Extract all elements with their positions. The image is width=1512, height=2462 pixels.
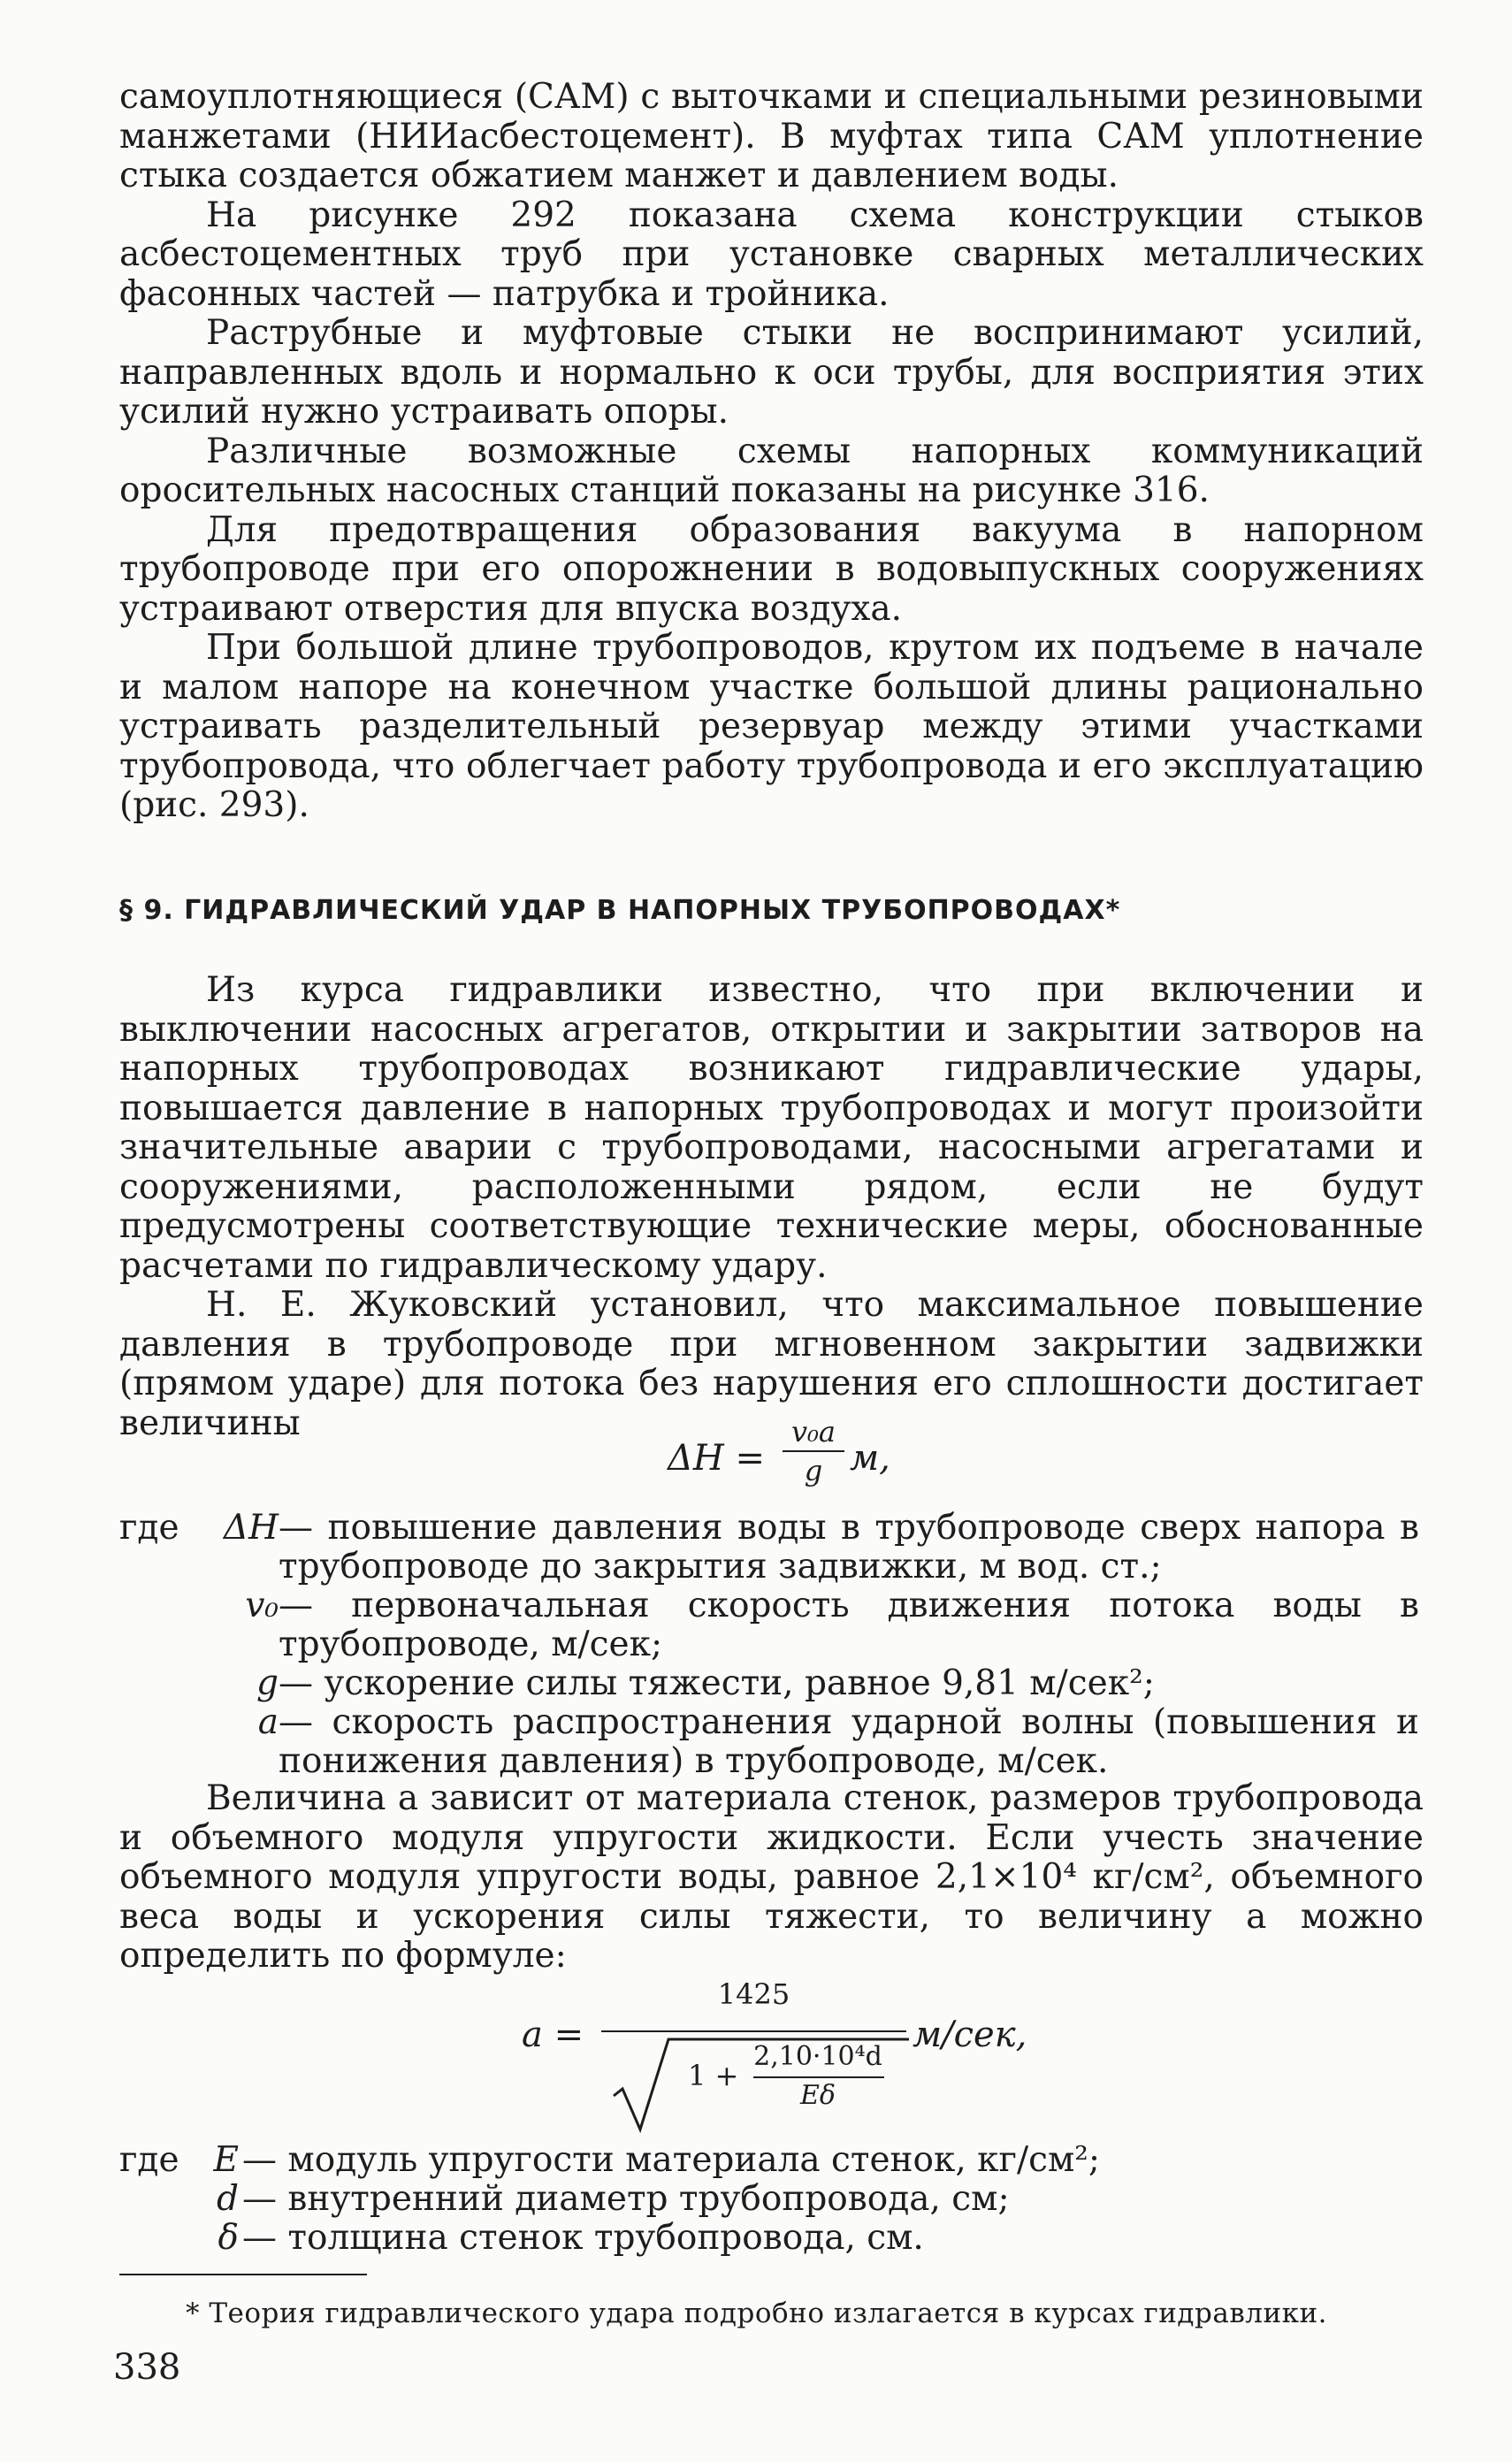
definition-symbol: ΔH xyxy=(223,1508,279,1548)
definition-item xyxy=(208,1509,1428,1587)
definition-item xyxy=(203,2219,1428,2258)
definition-symbol: v₀ xyxy=(245,1586,279,1625)
definition-text: — модуль упругости материала стенок, кг/см²; xyxy=(242,2140,1101,2180)
definition-text: — внутренний диаметр трубопровода, см; xyxy=(242,2179,1010,2219)
paragraph: Величина a зависит от материала стенок, размеров трубопровода и объемного модуля упругости жидкости. Если учесть значение объемного модуля упругости воды, равное 2,1×10⁴ кг/см², объемного веса воды и ускорения силы тяжести, то величину a можно определить по формуле: xyxy=(119,1778,1424,1976)
footnote-divider xyxy=(119,2274,367,2275)
formula-fraction xyxy=(783,1415,844,1487)
footnote: * Теория гидравлического удара подробно излагается в курсах гидравлики. xyxy=(186,2298,1328,2329)
where-label: где xyxy=(119,1508,179,1548)
definition-symbol: E xyxy=(213,2140,239,2180)
definition-item xyxy=(203,2180,1428,2219)
formula-unit: м/сек, xyxy=(913,2015,1027,2055)
definition-text: — ускорение силы тяжести, равное 9,81 м/сек²; xyxy=(279,1663,1155,1703)
definition-symbol: g xyxy=(256,1663,279,1703)
definition-item xyxy=(208,1703,1428,1781)
paragraph: Различные возможные схемы напорных коммуникаций оросительных насосных станций показаны на рисунке 316. xyxy=(119,431,1424,510)
definition-symbol: d xyxy=(217,2179,239,2219)
formula-inner-numerator: 2,10·10⁴d xyxy=(753,2041,882,2072)
formula-wave-speed xyxy=(522,1977,1052,2137)
formula-unit: м, xyxy=(850,1438,890,1479)
paragraph: самоуплотняющиеся (САМ) с выточками и специальными резиновыми манжетами (НИИасбестоцемент). В муфтах типа САМ уплотнение стыка создается обжатием манжет и давлением воды. xyxy=(119,77,1424,195)
formula-zhukovsky xyxy=(668,1415,897,1503)
top-text-block xyxy=(119,78,1424,826)
paragraph-block-a xyxy=(119,1779,1424,1976)
definition-text: — толщина стенок трубопровода, см. xyxy=(242,2218,924,2258)
definitions-list-2 xyxy=(119,2141,1428,2258)
formula-numerator: v₀a xyxy=(791,1415,836,1449)
formula-inner-denominator: Eδ xyxy=(800,2080,836,2111)
fraction-bar xyxy=(601,2030,906,2032)
section-heading: § 9. ГИДРАВЛИЧЕСКИЙ УДАР В НАПОРНЫХ ТРУБОПРОВОДАХ* xyxy=(119,895,1121,926)
definition-item xyxy=(208,1587,1428,1664)
paragraph: Раструбные и муфтовые стыки не воспринимают усилий, направленных вдоль и нормально к оси трубы, для восприятия этих усилий нужно устраивать опоры. xyxy=(119,313,1424,432)
paragraph: Для предотвращения образования вакуума в напорном трубопроводе при его опорожнении в водовыпускных сооружениях устраивают отверстия для впуска воздуха. xyxy=(119,509,1424,629)
definition-symbol: δ xyxy=(218,2218,239,2258)
formula-lhs: a = xyxy=(522,2015,584,2055)
formula-inner-one: 1 + xyxy=(688,2059,739,2092)
definition-text: — скорость распространения ударной волны (повышения и понижения давления) в трубопроводе, м/сек. xyxy=(279,1702,1419,1781)
definition-text: — первоначальная скорость движения потока воды в трубопроводе, м/сек; xyxy=(279,1586,1419,1664)
inner-fraction-bar xyxy=(753,2076,884,2078)
paragraph: Из курса гидравлики известно, что при включении и выключении насосных агрегатов, открытии и закрытии затворов на напорных трубопроводах возникают гидравлические удары, повышается давление в напорных трубопроводах и могут произойти значительные аварии с трубопроводами, насосными агрегатами и сооружениями, расположенными рядом, если не будут предусмотрены соответствующие технические меры, обоснованные расчетами по гидравлическому удару. xyxy=(119,970,1424,1286)
definition-item xyxy=(208,1664,1428,1703)
page-number: 338 xyxy=(113,2347,181,2388)
formula-lhs: ΔH = xyxy=(668,1438,765,1479)
section-text-block xyxy=(119,971,1424,1443)
paragraph: Н. Е. Жуковский установил, что максимальное повышение давления в трубопроводе при мгновенном закрытии задвижки (прямом ударе) для потока без нарушения его сплошности достигает величины xyxy=(119,1285,1424,1443)
paragraph: При большой длине трубопроводов, крутом их подъеме в начале и малом напоре на конечном участке большой длины рационально устраивать разделительный резервуар между этими участками трубопровода, что облегчает работу трубопровода и его эксплуатацию (рис. 293). xyxy=(119,628,1424,825)
paragraph: На рисунке 292 показана схема конструкции стыков асбестоцементных труб при установке сварных металлических фасонных частей — патрубка и тройника. xyxy=(119,195,1424,314)
fraction-bar xyxy=(783,1450,844,1452)
definition-symbol: a xyxy=(257,1702,279,1742)
definitions-list-1 xyxy=(119,1509,1428,1781)
definition-text: — повышение давления воды в трубопроводе сверх напора в трубопроводе до закрытия задвижки, м вод. ст.; xyxy=(279,1508,1419,1587)
where-label: где xyxy=(119,2140,179,2180)
formula-numerator: 1425 xyxy=(717,1977,790,2011)
formula-denominator: g xyxy=(804,1454,823,1487)
definition-item xyxy=(203,2141,1428,2180)
